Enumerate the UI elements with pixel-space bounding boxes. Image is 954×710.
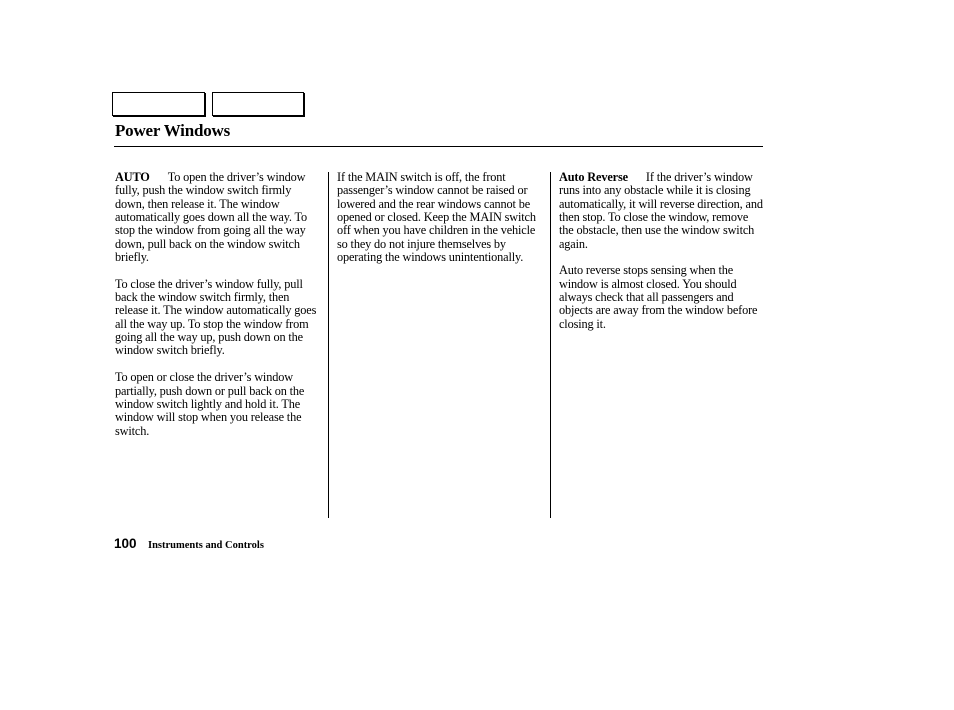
title-divider — [114, 146, 763, 147]
next-page-button[interactable] — [212, 92, 304, 116]
column-divider — [328, 172, 329, 518]
column-auto-reverse — [559, 171, 765, 344]
close-window-paragraph: To close the driver’s window fully, pull back the window switch firmly, then release it. The window automatically goes all the way up. To stop the window from going all the way up, push down on the window switch briefly. — [115, 276, 317, 358]
column-main-switch — [337, 171, 545, 278]
previous-page-button[interactable] — [112, 92, 205, 116]
partial-window-paragraph: To open or close the driver’s window partially, push down or pull back on the window switch lightly and hold it. The window will stop when you release the switch. — [115, 370, 305, 438]
auto-reverse-heading: Auto Reverse — [559, 170, 628, 184]
page-number: 100 — [114, 536, 137, 551]
auto-reverse-sensing-paragraph: Auto reverse stops sensing when the window is almost closed. You should always check that all passengers and objects are away from the window before closing it. — [559, 263, 758, 331]
auto-paragraph-text: To open the driver’s window fully, push the window switch firmly down, then release it. The window automatically goes down all the way. To stop the window from going all the way down, pull back on the window switch briefly. — [115, 170, 308, 265]
auto-reverse-paragraph — [559, 171, 765, 251]
auto-paragraph — [115, 171, 323, 264]
main-switch-paragraph: If the MAIN switch is off, the front passenger’s window cannot be raised or lowered and the rear windows cannot be opened or closed. Keep the MAIN switch off when you have children in the vehicle so they do not injure themselves by operating the windows unintentionally. — [337, 170, 536, 265]
column-auto — [115, 171, 323, 451]
column-divider — [550, 172, 551, 518]
page-title: Power Windows — [115, 121, 231, 140]
section-name: Instruments and Controls — [148, 540, 264, 551]
auto-heading: AUTO — [115, 170, 150, 184]
auto-reverse-paragraph-text: If the driver’s window runs into any obstacle while it is closing automatically, it will reverse direction, and then stop. To close the window, remove the obstacle, then use the window switch again. — [559, 170, 763, 251]
